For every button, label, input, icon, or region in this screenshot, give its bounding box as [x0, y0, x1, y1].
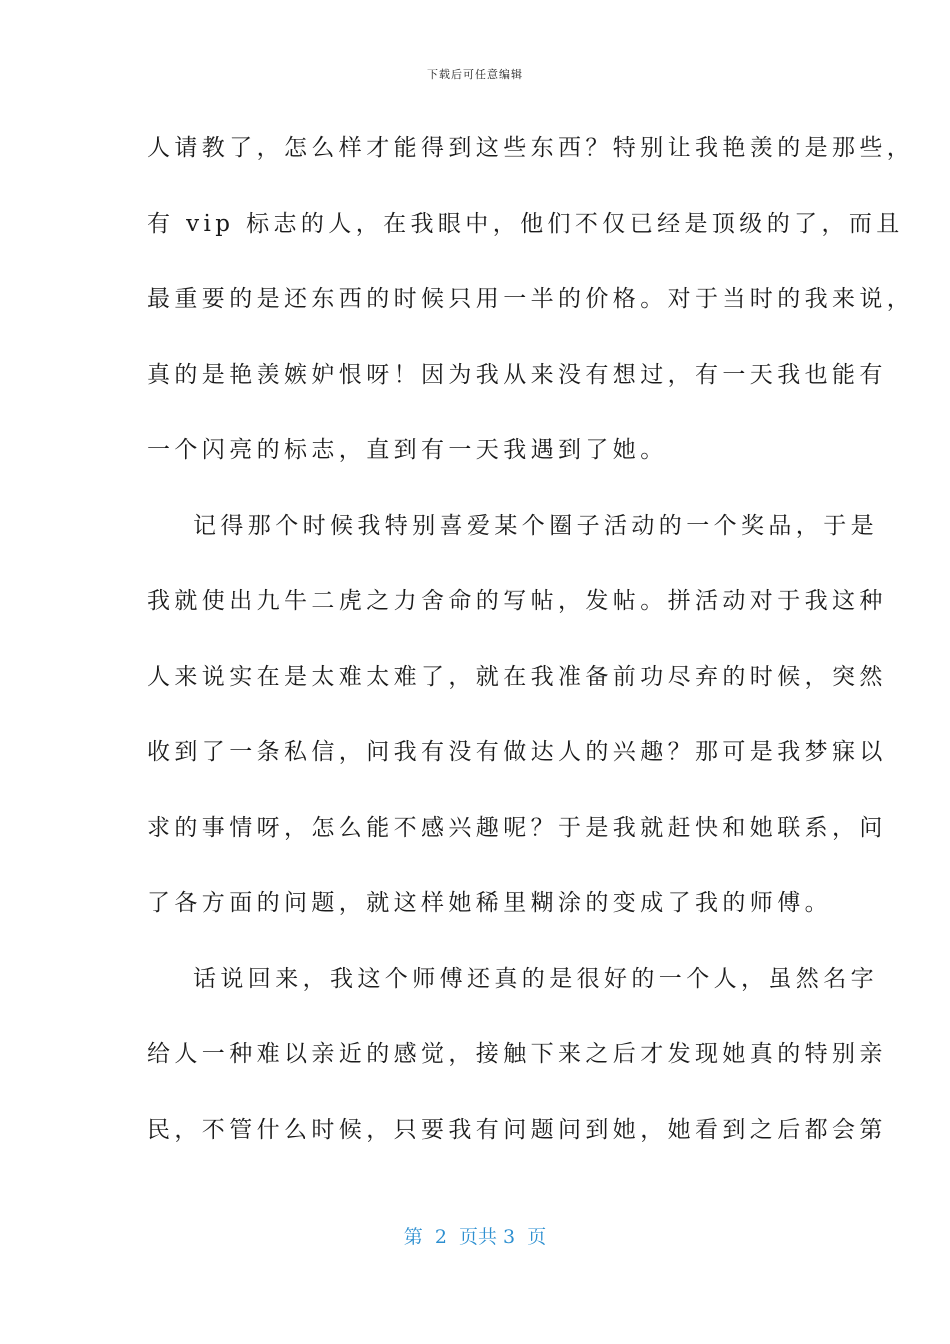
text-line: 人请教了，怎么样才能得到这些东西？特别让我艳羡的是那些， — [147, 135, 915, 161]
text-line: 真的是艳羡嫉妒恨呀！因为我从来没有想过，有一天我也能有 — [147, 361, 887, 388]
text-line: 收到了一条私信，问我有没有做达人的兴趣？那可是我梦寐以 — [147, 739, 887, 765]
text-line: 最重要的是还东西的时候只用一半的价格。对于当时的我来说， — [147, 286, 915, 312]
text-line: 人来说实在是太难太难了，就在我准备前功尽弃的时候，突然 — [147, 663, 887, 690]
text-line: 了各方面的问题，就这样她稀里糊涂的变成了我的师傅。 — [147, 890, 832, 916]
text-line: 民，不管什么时候，只要我有问题问到她，她看到之后都会第 — [147, 1116, 887, 1143]
page-header: 下载后可任意编辑 — [427, 68, 523, 81]
text-line: 一个闪亮的标志，直到有一天我遇到了她。 — [147, 437, 668, 463]
paragraph-start-line: 记得那个时候我特别喜爱某个圈子活动的一个奖品，于是 — [193, 512, 878, 539]
paragraph-start-line: 话说回来，我这个师傅还真的是很好的一个人，虽然名字 — [193, 965, 878, 992]
text-line: 给人一种难以亲近的感觉，接触下来之后才发现她真的特别亲 — [147, 1041, 887, 1067]
text-line: 有 vip 标志的人，在我眼中，他们不仅已经是顶级的了，而且 — [147, 210, 904, 237]
body-text — [147, 122, 915, 1179]
text-line: 我就使出九牛二虎之力舍命的写帖，发帖。拼活动对于我这种 — [147, 588, 887, 614]
text-line: 求的事情呀，怎么能不感兴趣呢？于是我就赶快和她联系，问 — [147, 814, 887, 841]
page-number-footer: 第 2 页共 3 页 — [403, 1226, 547, 1248]
